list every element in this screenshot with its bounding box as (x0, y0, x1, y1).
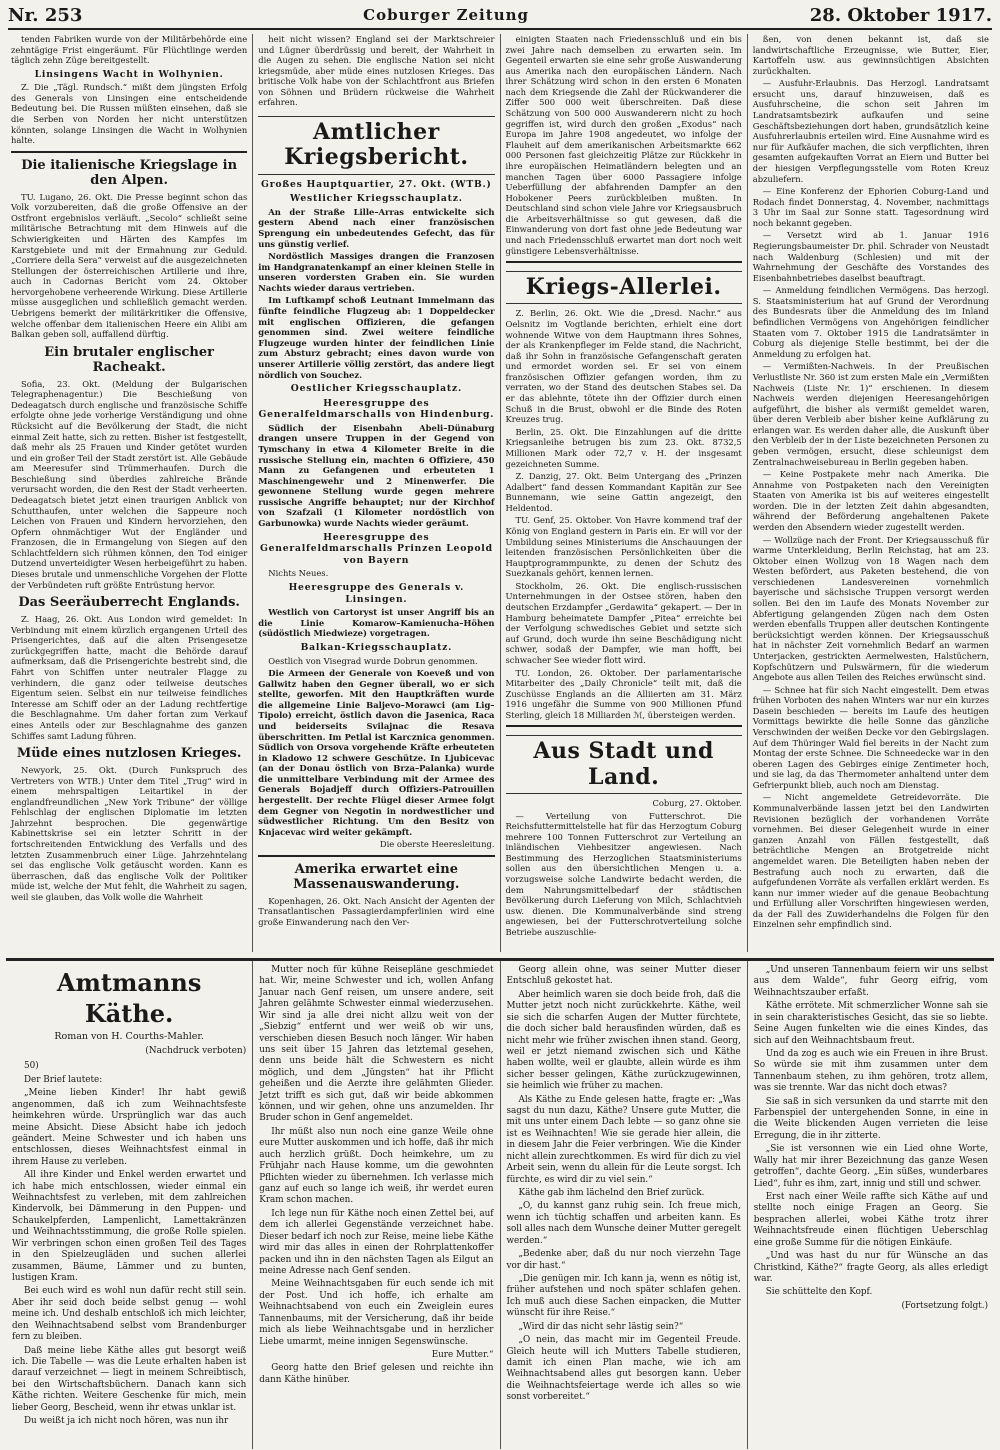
signature: Die oberste Heeresleitung. (379, 839, 495, 850)
article-text: ßen, von denen bekannt ist, daß sie landwirtschaftliche Erzeugnisse, wie Butter, Eier, Kartoffeln usw. aus gewinnsüchtigen Absichten zurückhalten. (752, 34, 989, 76)
article-text: — Wollzüge nach der Front. Der Kriegsausschuß für warme Unterkleidung, Berlin Reichstag, hat am 23. Oktober einen Wollzug von 18 Wagen nach dem Westen befördert, aus Paketen bestehend, die von verschiedenen Landesvereinen vornehmlich bayerische und sächsische Truppen versorgt werden sollen. Bei den im Laufe des Monats November zur Abfertigung gelangenden Zügen nach dem Osten werden ebenfalls Truppen aller deutschen Kontingente berücksichtigt werden können. Der Kriegsausschuß hat in nächster Zeit vornehmlich Bedarf an warmen Unterjacken, gestrickten Aermelwesten, Halstüchern, Kopfschützern und Pulswärmern, für die wiederum Angebote aus allen Teilen des Reiches erwünscht sind. (752, 534, 989, 683)
article-text: Z. Berlin, 26. Okt. Wie die „Dresd. Nachr.“ aus Oelsnitz im Vogtlande berichten, erhielt eine dort wohnende Witwe von dem Hauptmann ihres Sohnes, der als Krankenpfleger im Felde stand, die Nachricht, daß ihr Sohn in französische Gefangenschaft geraten und ermordet worden sei. Er sei von einem französischen Offizier gefangen worden, ihm zu verraten, wo der Stand des deutschen Stabes sei. Da er das ablehnte, tötete ihn der Offizier durch einen Schuß in die Brust, obwohl er die Binde des Roten Kreuzes trug. (505, 308, 742, 425)
headline: Linsingens Wacht in Wolhynien. (34, 68, 224, 80)
article-text: Z. Haag, 26. Okt. Aus London wird gemeldet: In Verbindung mit einem kürzlich ergangenen Urteil des Prisengerichtes, daß auf die alten Prisengesetze zurückgegriffen hatte, macht die Behörde darauf aufmerksam, daß die Prisengerichte bestrebt sind, die Fahrt von Schiffen unter neutraler Flagge zu verhindern, die ganz oder teilweise deutsches Eigentum seien. Selbst ein nur teilweise feindliches Interesse am Schiff oder an der Ladung rechtfertige die Beschlagnahme. Um daher fortan zum Verkauf eines Anteils oder zur Beschlagnahme des ganzen Schiffes samt Ladung führen. (11, 614, 248, 741)
divider (11, 151, 247, 153)
novel-text: „Sie ist versonnen wie ein Lied ohne Worte, Wally hat mir ihrer Bezeichnung das ganze Wesen getroffen“, dachte Georg. „Ein süßes, wunderbares Lied“, fuhr es ihm, zart, innig und still und schwer. (753, 1144, 988, 1189)
novel-text: „Die genügen mir. Ich kann ja, wenn es nötig ist, früher aufstehen und noch später schlafen gehen. Ich muß auch diese Sachen einpacken, die Mutter wünscht für ihre Reise.“ (506, 1273, 741, 1319)
article-text: Oestlich von Visegrad wurde Dobrun genommen. (268, 655, 478, 666)
column-4 (748, 34, 994, 952)
dateline: Coburg, 27. Oktober. (652, 798, 742, 808)
novel-text: Aber heimlich waren sie doch beide froh, daß die Mutter jetzt noch nicht zurückkehrte. Käthe, weil sie sich die scharfen Augen der Mutter fürchtete, die doch sicher bald herausfinden würden, daß es nicht mehr wie früher zwischen ihnen stand. Georg, weil er jetzt niemand zwischen sich und Käthe haben wollte, weil er glaubte, allein würde es ihm sicher besser gelingen, Käthe zurückzugewinnen, sie heimlich wie früher zu machen. (506, 989, 741, 1092)
novel-column-2 (253, 961, 500, 1449)
article-text: Südlich der Eisenbahn Abeli–Dünaburg drangen unsere Truppen in der Gegend von Tymschany in etwa 4 Kilometer Breite in die russische Stellung ein, machten 6 Offiziere, 450 Mann zu Gefangenen und erbeuteten 1 Maschinengewehr und 2 Minenwerfer. Die gewonnene Stellung wurde gegen mehrere russische Angriffe behauptet; nur der Kirchhof von Szafzali (1 Kilometer nordöstlich von Garbunowka) wurde Nachts wieder geräumt. (258, 422, 495, 529)
novel-text: Der Brief lautete: (24, 1074, 103, 1085)
novel-text: „Und was hast du nur für Wünsche an das Christkind, Käthe?“ fragte Georg, als alles erledigt war. (753, 1251, 988, 1284)
article-text: — Nicht angemeldete Getreidevorräte. Die Kommunalverbände lassen jetzt bei den Landwirten Revisionen bezüglich der vorhandenen Vorräte vornehmen. Bei dieser Gelegenheit wurde in einer ganzen Anzahl von Fällen festgestellt, daß beträchtliche Mengen an Brotgetreide nicht angemeldet waren. Die Beteiligten haben neben der Bestrafung auch noch zu erwarten, daß die aufgefundenen Vorräte als verfallen erklärt werden. Es kann nur immer wieder auf die genaue Beobachtung und Erfüllung aller Vorschriften hingewiesen werden, da der Fall des Zuwiderhandelns die Folgen für den Einzelnen sehr empfindlich sind. (752, 792, 989, 930)
article-text: Nordöstlich Massiges drangen die Franzosen im Handgranatenkampf an einer kleinen Stelle in unseren vordersten Graben ein. Sie wurden Nachts wieder daraus vertrieben. (258, 251, 495, 293)
article-text: Z. Die „Tägl. Rundsch.“ mißt dem jüngsten Erfolg des Generals von Linsingen eine entscheidende Bedeutung bei. Die Russen müßten einsehen, daß sie die Serben von Norden her nicht unterstützen könnten, solange Linsingen die Wacht in Wolhynien halte. (11, 82, 248, 146)
column-1 (6, 34, 253, 952)
headline: Ein brutaler englischer Racheakt. (44, 344, 214, 375)
novel-column-4 (748, 961, 994, 1449)
article-text: — Eine Konferenz der Ephorien Coburg-Land und Rodach findet Donnerstag, 4. November, nachmittags 3 Uhr im Saal zur Sonne statt. Tagesordnung wird noch bekannt gegeben. (752, 186, 989, 228)
novel-text: Daß meine liebe Käthe alles gut besorgt weiß ich. Die Tabelle — was die Leute erhalten haben ist darauf verzeichnet — liegt in meinem Schreibtisch, bei den Wirtschaftsbüchern. Danach kann sich Käthe richten. Weitere Geschenke für mich, mein lieber Georg, Bescheid, wenn ihr etwas unklar ist. (12, 1345, 247, 1413)
divider (506, 725, 742, 727)
subheadline: Heeresgruppe des Generals v. Linsingen. (288, 582, 465, 605)
novel-text: Als Käthe zu Ende gelesen hatte, fragte er: „Was sagst du nun dazu, Käthe? Unsere gute Mutter, die mit uns unter einem Dach lebte — so ganz ohne sie ist es Weihnachten! Wie sie gerade hier allein, die in diesem Jahr die Feier verbringen. Wie die Kinder nicht allein zurechtkommen. Es wird für dich zu viel Arbeit sein, wenn du allein für die Leute sorgst. Ich fürchte, es wird dir zu viel sein.“ (506, 1094, 741, 1185)
headline: Die italienische Kriegslage in den Alpen. (21, 157, 238, 188)
article-text: TU. Lugano, 26. Okt. Die Presse beginnt schon das Volk vorzubereiten, daß die große Offensive an der Ostfront ergebnislos verläuft. „Secolo“ schließt seine militärische Betrachtung mit dem Hinweis auf die Schwierigkeiten und Härten des Kampfes im Karstgebiete und mit der Ermahnung zur Geduld. „Corriere della Sera“ verweist auf die ausgezeichneten Stellungen der österreichischen Artillerie und ihre, auch in Cadornas Bericht vom 24. Oktober hervorgehobene verheerende Wirkung. Diese Artillerie müsse ausgeglichen und schließlich gemacht werden. Uebrigens bemerkt der militärkritiker die Offensive, welche offenbar dem italienischen Heere ein Alibi am Balkan geben soll, auffallend dürftig. (11, 191, 248, 340)
novel-text: Meine Weihnachtsgaben für euch sende ich mit der Post. Und ich hoffe, ich erhalte am Weihnachtsabend von euch ein Zweiglein eures Tannenbaums, mit der Versicherung, daß ihr beide mich als liebe Weihnachtsgabe und in herzlicher Liebe umarmt, meine innigen Segenswünsche. (259, 1279, 494, 1347)
article-text: tenden Fabriken wurde von der Militärbehörde eine zehntägige Frist eingeräumt. Für Flüchtlinge werden täglich zehn Züge bereitgestellt. (11, 34, 248, 66)
article-text: TU. Genf, 25. Oktober. Von Havre kommend traf der König von England gestern in Paris ein. Er will vor der Umbildung seines Ministeriums die Anschauungen der leitenden französischen Persönlichkeiten über die Hauptprogrammpunkte, zu denen der Schutz des Suezkanals gehört, kennen lernen. (505, 515, 742, 579)
column-2 (253, 34, 500, 952)
headline: Kriegs-Allerlei. (506, 271, 742, 304)
news-columns (6, 34, 994, 952)
novel-title: Amtmanns Käthe. (56, 968, 202, 1029)
headline: Müde eines nutzlosen Krieges. (16, 746, 242, 762)
novel-text: Käthe errötete. Mit schmerzlicher Wonne sah sie in sein charakteristisches Gesicht, das sie so liebte. Seine Augen funkelten wie die eines Kindes, das sich auf den Weihnachtsbaum freut. (753, 1001, 988, 1046)
article-text: — Versetzt wird ab 1. Januar 1916 Regierungsbaumeister Dr. phil. Schrader von Neustadt nach Waldenburg (Schlesien) und mit der Wahrnehmung der Geschäfte des Vorstandes des Eisenbahnbetriebes daselbst beauftragt. (752, 230, 989, 283)
divider (506, 261, 742, 263)
novel-text: All ihre Kinder und Enkel werden erwartet und ich habe mich entschlossen, wieder einmal ein Weihnachtsfest zu verleben, mit dem zahlreichen Kindervolk, bei Dämmerung in den Puppen- und Schaukelpferden, Lampenlicht, Lamettakränzen und Weihnachtsstimmung, die große Rolle spielen. Wir verbringen schon einen großen Teil des Tages in den Spielzeugläden und suchen allerlei zusammen, Bäume, Lämmer und zu bunten, lustigen Kram. (12, 1170, 247, 1283)
subheadline: Heeresgruppe des Generalfeldmarschalls Prinzen Leopold von Bayern (259, 531, 493, 566)
novel-text: Und da zog es auch wie ein Freuen in ihre Brust. So würde sie mit ihm zusammen unter dem Tannenbaum stehen, zu ihm gehören, trotz allem, was sie trennte. War das nicht doch etwas? (753, 1048, 988, 1094)
reprint-note: (Nachdruck verboten) (145, 1045, 247, 1056)
novel-text: „Bedenke aber, daß du nur noch vierzehn Tage vor dir hast.“ (506, 1249, 741, 1271)
novel-text: Mutter noch für kühne Reisepläne geschmiedet hat. Wir, meine Schwester und ich, wollen Anfang Januar nach Genf reisen, um unsere andere, seit Jahren gelähmte Schwester einmal wiederzusehen. Wir sind ja alle drei nicht allzu weit von der „Siebzig“ entfernt und wer weiß ob wir uns, verschieben diesen Besuch noch länger. Wir haben uns seit über 15 Jahren das letztemal gesehen, denn uns beide hält die Schwestern es nicht möglich, und dem „Jüngsten“ hat ihr Pflicht geheißen und die Aerzte ihre gelähmten Glieder. Jetzt trifft es sich gut, daß wir beide abkommen können, und wir gehen, ohne uns anzumelden. Ihr Bruder schon in Genf angemeldet. (259, 965, 494, 1124)
article-text: einigten Staaten nach Friedensschluß und ein bis zwei Jahre nach demselben zu erwarten sein. Im Gegenteil erwarten sie eine sehr große Auswanderung aus Amerika nach den europäischen Ländern. Nach ihrer Schätzung wird schon in den ersten 6 Monaten nach dem Kriegsende die Zahl der Rückwanderer die Ziffer 500 000 weit überschreiten. Daß diese Schätzung von 500 000 Auswanderern nicht zu hoch gegriffen ist, wird durch den großen „Exodus“ nach Europa im Jahre 1908 angedeutet, wo infolge der Flauheit auf dem amerikanischen Arbeitsmarkte 662 000 Personen fast gleichzeitig Plätze zur Rückkehr in ihre europäischen Heimatländern belegten und an manchen Tagen über 6000 Passagiere infolge Ueberfüllung der abfahrenden Dampfer an den Hobokener Peers zurückbleiben mußten. In Deutschland sind schon viele Jahre vor Kriegsausbruch die Arbeitsverhältnisse so gut gewesen, daß die Einwanderung von dort fast ohne jede Bedeutung war und nach Friedensschluß erwartet man dort noch weit günstigere Lebensverhältnisse. (505, 34, 742, 256)
article-text: Berlin, 25. Okt. Die Einzahlungen auf die dritte Kriegsanleihe betrugen bis zum 23. Okt. 8732,5 Millionen Mark oder 72,7 v. H. der insgesamt gezeichneten Summe. (505, 426, 742, 469)
article-text: Nichts Neues. (268, 568, 329, 579)
article-text: — Verteilung von Futterschrot. Die Reichsfuttermittelstelle hat für das Herzogtum Coburg mehrere 100 Tonnen Futterschrot zur Verteilung an inländischen Viehbesitzer angewiesen. Nach Bestimmung des Herzoglichen Staatsministeriums sollen aus den übersichtlichen Mengen u. a. vorzugsweise solche Landwirte bedacht werden, die dem Nahrungsmittelbedarf der städtischen Bevölkerung durch Lieferung von Milch, Schlachtvieh usw. dienen. Die Kommunalverbände sind streng angewiesen, bei der Futterschrotverteilung solche Betriebe auszuschlie- (505, 810, 742, 937)
subheadline: Westlicher Kriegsschauplatz. (290, 193, 463, 205)
article-text: — Schnee hat für sich Nacht eingestellt. Dem etwas frühen Vorboten des nahen Winters war nur ein kurzes Dasein beschieden — bereits im Laufe des heutigen Vormittags bewirkte die helle Sonne das gänzliche Verschwinden der weißen Decke vor den Gebirgslagen. Auf dem Thüringer Wald fiel bereits in der Nacht zum Montag der erste Schnee. Die Schneedecke war in den oberen Lagen des Gebirges einige Zentimeter hoch, und sie lag, da das Thermometer anhaltend unter dem Gefrierpunkt blieb, auch noch am Dienstag. (752, 684, 989, 790)
article-text: TU. London, 26. Oktober. Der parlamentarische Mitarbeiter des „Daily Chronicle“ teilt mit, daß die Zuschüsse Englands an die Alliierten am 31. März 1916 ungefähr die Summe von 900 Millionen Pfund Sterling, gleich 18 Milliarden ℳ, übersteigen werden. (505, 667, 742, 720)
novel-text: Du weißt ja ich nicht noch hören, was nun ihr (24, 1416, 229, 1427)
newspaper-title: Coburger Zeitung (363, 6, 529, 24)
article-text: — Vermißten-Nachweis. In der Preußischen Verlustliste Nr. 360 ist zum ersten Male ein „Vermißten Nachweis (Liste Nr. 1)“ erschienen. In diesem Nachweis werden diejenigen Heeresangehörigen aufgeführt, die bisher als vermißt gemeldet waren, über deren Verbleib aber bisher keine Aufklärung zu erlangen war. Es werden daher alle, die Auskunft über den Verbleib der in der Liste bezeichneten Personen zu geben vermögen, ersucht, diese schleunigst dem Zentralnachweisebureau in Berlin gegeben haben. (752, 361, 989, 467)
article-text: Die Armeen der Generale von Koeveß und von Gallwitz haben den Gegner überall, wo er sich stellte, geworfen. Mit den Hauptkräften wurde die allgemeine Linie Baljevo–Morawci (am Lig–Tipolo) erreicht, östlich davon die Jasenica, Raca und beiderseits Svilajnac die Resava überschritten. Im Petlal ist Karcznica genommen. Südlich von Orsova vorgehende Kräfte erbeuteten in Kladowo 12 schwere Geschütze. In Ljubicevac (an der Donau östlich von Brza–Palanka) wurde die unmittelbare Verbindung mit der Armee des Generals Bojadjeff durch Offiziers-Patrouillen hergestellt. Der rechte Flügel dieser Armee folgt dem Gegner von Negotin in nordwestlicher und südwestlicher Richtung. Um den Besitz von Knjacevac wird weiter gekämpft. (258, 668, 495, 837)
novel-text: Erst nach einer Weile raffte sich Käthe auf und stellte noch einige Fragen an Georg. Sie besprachen allerlei, wobei Käthe trotz ihrer Weihnachtsfreude einen flüchtigen Ueberschlag eine große Summe für die nötigen Einkäufe. (753, 1192, 988, 1248)
novel-text: Eure Mutter.“ (431, 1349, 494, 1360)
continuation-note: (Fortsetzung folgt.) (901, 1300, 988, 1311)
article-text: Kopenhagen, 26. Okt. Nach Ansicht der Agenten der Transatlantischen Passagierdampferlinien wird eine große Einwanderung nach den Ver- (258, 895, 495, 927)
novel-text: Sie saß in sich versunken da und starrte mit den Farbenspiel der untergehenden Sonne, in eine in die Weite blickenden Augen verrieten die leise Erregung, die in ihr zitterte. (753, 1096, 988, 1141)
issue-number: Nr. 253 (8, 4, 83, 26)
article-text: Newyork, 25. Okt. (Durch Funkspruch des Vertreters von WTB.) Unter dem Titel „Trug“ wird in einem mehrspaltigen Leitartikel in der englandfreundlichen „New York Tribune“ der völlige Fehlschlag der englischen Diplomatie im letzten Jahrzehnt besprochen. Die gegenwärtige Kabinettskrise sei ein letzter Schritt in der fortschreitenden Entwicklung des Verfalls und des letzten Zusammenbruch einer Lüge. Jahrzehntelang sei das englische Volk getäuscht worden. Kann es überraschen, daß das englische Volk der Politiker müde ist, welche der Mut fehlt, die Wahrheit zu sagen, weil sie glauben, das Volk wolle die Wahrheit (11, 765, 248, 902)
headline: Amerika erwartet eine Massenauswanderung. (293, 861, 460, 892)
chapter-number: 50) (24, 1061, 39, 1072)
headline: Das Seeräuberrecht Englands. (18, 595, 240, 611)
novel-text: Georg hatte den Brief gelesen und reichte ihn dann Käthe hinüber. (259, 1363, 494, 1385)
novel-column-1 (6, 961, 253, 1449)
column-3 (501, 34, 748, 952)
novel-text: „Und unseren Tannenbaum feiern wir uns selbst aus dem Walde“, fuhr Georg eifrig, vom Weihnachtszauber erfaßt. (753, 965, 988, 998)
article-text: An der Straße Lille–Arras entwickelte sich gestern Abend nach einer französischen Sprengung ein unbedeutendes Gefecht, das für uns günstig verlief. (258, 206, 495, 249)
article-text: — Ausfuhr-Erlaubnis. Das Herzogl. Landratsamt ersucht uns, darauf hinzuweisen, daß es Ausfuhrscheine, die schon seit Jahren im Landratsamtsbezirk aufkaufen und seine Geschäftsbeziehungen dort haben, grundsätzlich keine Ausfuhrerlaubnis erteilen wird. Eine Ausnahme wird es nur für Aufkäufer machen, die sich verpflichten, ihren gesamten aufgekauften Vorrat an Eiern und Butter bei der hiesigen Verpflegungsstelle vom Roten Kreuz abzuliefern. (752, 78, 990, 184)
issue-date: 28. Oktober 1917. (809, 4, 992, 26)
headline-war-report: Amtlicher Kriegsbericht. (258, 116, 494, 175)
novel-text: „Meine lieben Kinder! Ihr habt gewiß angenommen, daß ich zum Weihnachtsfeste heimkehren würde. Ursprünglich war das auch meine Absicht. Diese Absicht habe ich jedoch geändert. Meine Schwester und ich haben uns entschlossen, dieses Weihnachtsfest einmal in ihrem Hause zu verleben. (12, 1088, 247, 1167)
article-text: heit nicht wissen? England sei der Marktschreier und Lügner überdrüssig und bereit, der Wahrheit in die Augen zu sehen. Die englische Nation sei nicht kriegsmüde, aber müde eines nutzlosen Krieges. Das britische Volk habe von der Schlachtfront aus Briefen von Söhnen und Brüdern rückweise die Wahrheit erfahren. (258, 34, 495, 108)
novel-text: Bei euch wird es wohl nun dafür recht still sein. Aber ihr seid doch beide selbst genug — wohl meine ich. Und deshalb entschloß ich mich leichter, den Weihnachtsabend selbst vom Brandenburger fern zu bleiben. (12, 1286, 247, 1343)
subheadline: Heeresgruppe des Generalfeldmarschalls von Hindenburg. (258, 397, 495, 421)
subheadline: Oestlicher Kriegsschauplatz. (290, 383, 462, 395)
novel-text: „O nein, das macht mir im Gegenteil Freude. Gleich heute will ich Mutters Tabelle studieren, damit ich einen Plan mache, wie ich am Weihnachtsabend alles gut besorgen kann. Ueber die Weihnachtsfeiertage werde ich alles so wie sonst vorbereitet.“ (506, 1335, 741, 1403)
novel-column-3 (501, 961, 748, 1449)
serial-novel-section (6, 958, 994, 1449)
headline: Aus Stadt und Land. (506, 735, 742, 794)
article-text: — Anmeldung feindlichen Vermögens. Das herzogl. S. Staatsministerium hat auf Grund der Verordnung des Bundesrats über die Anmeldung des im Inland befindlichen Vermögens von Angehörigen feindlicher Staaten vom 7. Oktober 1915 die Landratsämter in Coburg als diejenige Stelle bestimmt, bei der die Anmeldung zu erfolgen hat. (752, 285, 989, 359)
divider (258, 855, 494, 857)
novel-text: Ihr müßt also nun noch eine ganze Weile ohne eure Mutter auskommen und ich hoffe, daß ihr mich auch herzlich grüßt. Doch heimkehre, um zu Frühjahr nach Hause komme, um die gewohnten Pflichten wieder zu übernehmen. Ich verlasse mich ganz auf euch so lange ich weiß, ihr werdet euren Kram schon machen. (259, 1126, 494, 1206)
novel-text: Georg allein ohne, was seiner Mutter dieser Entschluß gekostet hat. (506, 965, 741, 987)
subheadline: Balkan-Kriegsschauplatz. (300, 641, 453, 653)
novel-text: „Wird dir das nicht sehr lästig sein?“ (518, 1321, 684, 1332)
article-text: Z. Danzig, 27. Okt. Beim Untergang des „Prinzen Adalbert“ fand dessen Kommandant Kapitän zur See Bunnemann, wie seine Gattin angezeigt, den Heldentod. (505, 471, 742, 513)
masthead (8, 2, 992, 30)
novel-text: Käthe gab ihm lächelnd den Brief zurück. (518, 1188, 705, 1199)
novel-author: Roman von H. Courths-Mahler. (54, 1031, 204, 1043)
article-text: Sofia, 23. Okt. (Meldung der Bulgarischen Telegraphenagentur.) Die Beschießung von Dedeagatsch durch englische und französische Schiffe erfolgte ohne jede vorherige Verständigung und ohne Rücksicht auf die Bevölkerung der Stadt, die nicht einmal Zeit hatte, sich zu retten. Bisher ist festgestellt, daß mehr als 25 Frauen und Kinder getötet wurden und ein großer Teil der Stadt zerstört ist. Alle Gebäude am Meeresufer sind Trümmerhaufen. Durch die Beschießung sind überdies zahlreiche Brände verursacht worden, die den Rest der Stadt verheerten. Dedeagatsch bietet jetzt einen traurigen Anblick von Schutthaufen, unter welchen die Sappeure noch Leichen von Frauen und Kindern hervorziehen, den Opfern ohnmächtiger Wut der Engländer und Franzosen, die in Ermangelung von Siegen auf den Schlachtfeldern sich rühmen können, den Tod einiger Dutzend unverteidigter Wesen herbeigeführt zu haben. Dieses brutale und unmenschliche Vorgehen der Flotte der Verbündeten ruft größte Entrüstung hervor. (11, 378, 248, 590)
article-text: Stockholm, 26. Okt. Die englisch-russischen Unternehmungen in der Ostsee stören, haben den deutschen Erzdampfer „Gerdawita“ gekapert. — Der in Hamburg beheimatete Dampfer „Pitea“ erreichte bei der Verfolgung schwedisches Gebiet und setzte sich auf Grund, doch wurde ihn seine Beschädigung nicht schwer, sodaß der Dampfer, wie man hofft, bei schwacher See wieder flott wird. (505, 580, 742, 665)
article-text: Westlich von Cartoryst ist unser Angriff bis an die Linie Komarow–Kamienucha–Höhen (südöstlich Miedwieze) vorgetragen. (258, 607, 495, 639)
novel-text: Ich lege nun für Käthe noch einen Zettel bei, auf dem ich allerlei Gegenstände verzeichnet habe. Dieser bedarf ich noch zur Reise, meine liebe Käthe wird mir das alles in einen der Rohrplattenkoffer packen und ihn in den nächsten Tagen als Eilgut an meine Adresse nach Genf senden. (259, 1208, 494, 1276)
article-text: Im Luftkampf schoß Leutnant Immelmann das fünfte feindliche Flugzeug ab: 1 Doppeldecker mit englischen Offizieren, die gefangen genommen sind. Zwei weitere feindliche Flugzeuge wurden hinter der feindlichen Linie zum Absturz gebracht; eines davon wurde von unserer Artillerie völlig zerstört, das andere liegt nördlich von Souchez. (258, 295, 495, 380)
dateline: Großes Hauptquartier, 27. Okt. (WTB.) (261, 178, 492, 190)
novel-text: Sie schüttelte den Kopf. (765, 1287, 873, 1298)
article-text: — Keine Postpakete mehr nach Amerika. Die Annahme von Postpaketen nach den Vereinigten Staaten von Amerika ist bis auf weiteres eingestellt worden. Die in der letzten Zeit dahin abgesandten, während der Beförderung angehaltenen Pakete werden den Absendern wieder zugestellt werden. (752, 469, 989, 533)
novel-text: „O, du kannst ganz ruhig sein. Ich freue mich, wenn ich tüchtig schaffen und arbeiten kann. Es soll alles nach dem Wunsche deiner Mutter geregelt werden.“ (506, 1201, 741, 1246)
